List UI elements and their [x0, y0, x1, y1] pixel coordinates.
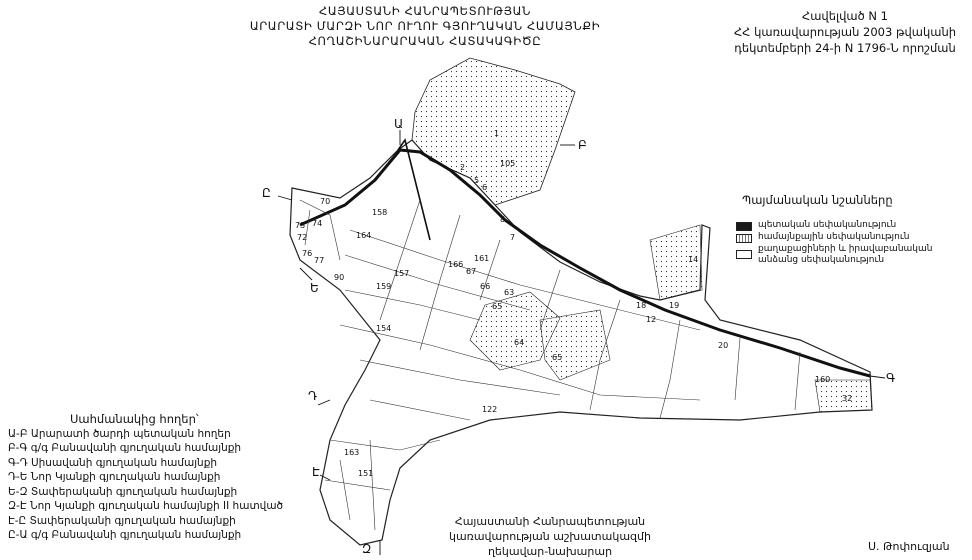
map-title — [215, 4, 635, 49]
plot-number: 166 — [448, 260, 464, 269]
plot-number: 6 — [482, 183, 488, 192]
title-line-3: ՀՈՂԱՇԻՆԱՐԱՐԱԿԱՆ ՀԱՏԱԿԱԳԻԾԸ — [308, 34, 542, 48]
plot-number: 63 — [504, 288, 515, 297]
plot-number: 161 — [474, 254, 490, 263]
adjacent-land-item: Ա-Բ Արարատի ծարդի պետական հողեր — [8, 427, 231, 440]
plot-number: 163 — [344, 448, 360, 457]
plot-number: 157 — [394, 269, 410, 278]
appendix-line-3: դեկտեմբերի 24-ի N 1796-Ն որոշման — [734, 41, 956, 55]
plot-number: 90 — [334, 273, 345, 282]
plot-number: 74 — [312, 219, 323, 228]
legend-label: համայնքային սեփականություն — [758, 232, 910, 242]
plot-number: 67 — [466, 267, 477, 276]
plot-number: 18 — [636, 301, 647, 310]
legend-swatch-blank — [736, 250, 752, 259]
direction-a: Ա — [394, 117, 404, 131]
plot-number: 2 — [460, 163, 466, 172]
plot-number: 73 — [295, 221, 306, 230]
adjacent-land-item: Գ-Դ Սիսավանի գյուղական համայնքի — [8, 456, 218, 469]
direction-e: Ե — [310, 281, 319, 295]
plot-number: 151 — [358, 469, 374, 478]
plot-number: 12 — [646, 315, 657, 324]
plot-number: 154 — [376, 324, 392, 333]
legend-title: Պայմանական նշանները — [742, 193, 893, 207]
plot-number: 160 — [815, 375, 831, 384]
community-parcel-65 — [540, 310, 610, 380]
plot-number: 1 — [494, 129, 500, 138]
direction-ee: Է — [312, 465, 320, 479]
adjacent-land-item: Ե-Զ Տափերականի գյուղական համայնքի — [8, 485, 238, 498]
plot-number: 122 — [482, 405, 498, 414]
legend-label: անձանց սեփականություն — [758, 255, 885, 265]
direction-g: Գ — [886, 371, 896, 385]
plot-number: 7 — [510, 233, 516, 242]
footer-line-1: Հայաստանի Հանրապետության — [454, 515, 646, 528]
adjacent-land-item: Դ-Ե Նոր Կյանքի գյուղական համայնքի — [8, 471, 221, 483]
legend-label: քաղաքացիների և իրավաբանական — [758, 244, 933, 254]
adjacent-lands-header: Սահմանակից հողեր՝ — [70, 412, 199, 426]
legend-swatch-dotted — [736, 234, 752, 243]
plot-number: 64 — [514, 338, 525, 347]
direction-y: Ը — [262, 186, 271, 200]
direction-z: Զ — [362, 542, 372, 556]
plot-number: 19 — [669, 301, 680, 310]
footer-line-3: ղեկավար-նախարար — [487, 545, 613, 558]
plot-number: 159 — [376, 282, 392, 291]
plot-number: 65 — [492, 302, 503, 311]
plot-number: 8 — [500, 215, 506, 224]
direction-d: Դ — [308, 389, 318, 403]
appendix-line-2: ՀՀ կառավարության 2003 թվականի — [733, 25, 957, 39]
direction-b: Բ — [578, 138, 587, 152]
legend-swatch-solid — [736, 222, 752, 231]
plot-number: 14 — [688, 255, 699, 264]
adjacent-land-item: Զ-Է Նոր Կյանքի գյուղական համայնքի II հատված — [8, 500, 284, 512]
plot-number: 77 — [314, 256, 325, 265]
plot-labels — [295, 129, 852, 478]
plot-number: 20 — [718, 341, 729, 350]
appendix-reference — [720, 8, 970, 56]
footer-line-2: կառավարության աշխատակազմի — [449, 530, 651, 543]
plot-number: 65 — [552, 353, 563, 362]
legend-label: պետական սեփականություն — [758, 220, 897, 230]
plot-number: 105 — [500, 159, 516, 168]
plot-number: 164 — [356, 231, 372, 240]
adjacent-land-item: Բ-Գ գ/գ Բանավանի գյուղական համայնքի — [8, 442, 242, 454]
title-line-1: ՀԱՅԱՍՏԱՆԻ ՀԱՆՐԱՊԵՏՈՒԹՅԱՆ — [319, 4, 531, 18]
plot-number: 72 — [297, 233, 308, 242]
appendix-line-1: Հավելված N 1 — [801, 9, 888, 23]
signatory-name: Ս. Թոփուզյան — [868, 540, 950, 553]
plot-number: 32 — [842, 394, 853, 403]
adjacent-lands-list — [8, 412, 338, 543]
plot-number: 5 — [474, 176, 480, 185]
title-line-2: ԱՐԱՐԱՏԻ ՄԱՐԶԻ ՆՈՐ ՈՒՂՈՒ ԳՅՈՒՂԱԿԱՆ ՀԱՄԱՅՆՔԻ — [249, 19, 601, 33]
plot-number: 66 — [480, 282, 491, 291]
adjacent-land-item: Է-Ը Տափերականի գյուղական համայնքի — [8, 514, 236, 527]
signatory-title — [445, 514, 655, 559]
plot-number: 70 — [320, 197, 331, 206]
plot-number: 158 — [372, 208, 388, 217]
plot-number: 76 — [302, 249, 313, 258]
adjacent-land-item: Ը-Ա գ/գ Բանավանի գյուղական համայնքի — [8, 529, 242, 541]
